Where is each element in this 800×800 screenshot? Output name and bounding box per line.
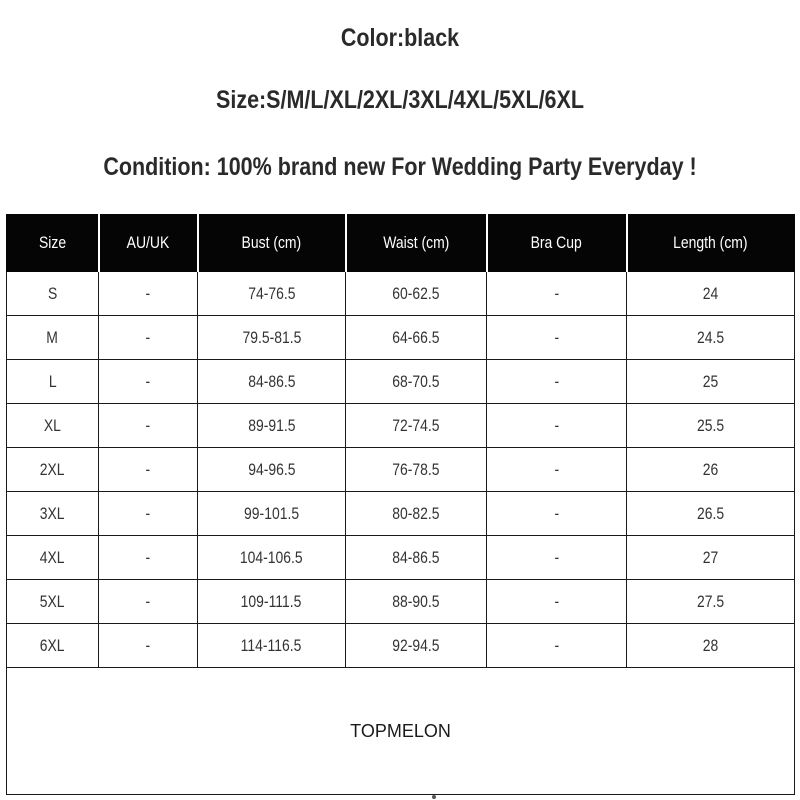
cell-bra-cup: - (487, 580, 627, 624)
cell-au-uk: - (99, 272, 198, 316)
cell-length: 24.5 (627, 316, 795, 360)
table-body (7, 272, 795, 795)
cell-bra-cup: - (487, 492, 627, 536)
cell-bust: 104-106.5 (198, 536, 346, 580)
cell-waist: 64-66.5 (346, 316, 487, 360)
cell-au-uk: - (99, 360, 198, 404)
cell-bra-cup: - (487, 272, 627, 316)
cell-au-uk: - (99, 404, 198, 448)
cell-au-uk: - (99, 316, 198, 360)
cell-length: 24 (627, 272, 795, 316)
column-header-bust: Bust (cm) (198, 215, 346, 272)
cell-size: 6XL (7, 624, 99, 668)
cell-size: 5XL (7, 580, 99, 624)
table-row (7, 536, 795, 580)
brand-footer: TOPMELON (7, 668, 795, 795)
size-chart-table (6, 214, 795, 795)
table-row (7, 492, 795, 536)
table-row (7, 624, 795, 668)
cell-waist: 68-70.5 (346, 360, 487, 404)
cell-bra-cup: - (487, 360, 627, 404)
cell-size: 4XL (7, 536, 99, 580)
cell-size: XL (7, 404, 99, 448)
condition-heading: Condition: 100% brand new For Wedding Party Everyday ! (103, 153, 697, 181)
cell-bust: 74-76.5 (198, 272, 346, 316)
cell-bust: 114-116.5 (198, 624, 346, 668)
column-header-au-uk: AU/UK (99, 215, 198, 272)
cell-bra-cup: - (487, 316, 627, 360)
header-row (7, 215, 795, 272)
cell-length: 27.5 (627, 580, 795, 624)
table-row (7, 316, 795, 360)
cell-bust: 79.5-81.5 (198, 316, 346, 360)
bottom-dot (432, 795, 436, 799)
table-header (7, 215, 795, 272)
cell-bust: 89-91.5 (198, 404, 346, 448)
cell-bust: 99-101.5 (198, 492, 346, 536)
footer-row (7, 668, 795, 795)
cell-au-uk: - (99, 624, 198, 668)
cell-bust: 94-96.5 (198, 448, 346, 492)
cell-bra-cup: - (487, 624, 627, 668)
cell-bust: 84-86.5 (198, 360, 346, 404)
cell-bra-cup: - (487, 536, 627, 580)
column-header-waist: Waist (cm) (346, 215, 487, 272)
cell-au-uk: - (99, 448, 198, 492)
cell-au-uk: - (99, 536, 198, 580)
color-heading: Color:black (340, 24, 460, 52)
table-row (7, 360, 795, 404)
cell-waist: 92-94.5 (346, 624, 487, 668)
cell-size: 3XL (7, 492, 99, 536)
cell-bra-cup: - (487, 404, 627, 448)
cell-au-uk: - (99, 492, 198, 536)
cell-length: 26.5 (627, 492, 795, 536)
column-header-bra-cup: Bra Cup (487, 215, 627, 272)
cell-size: S (7, 272, 99, 316)
table-row (7, 272, 795, 316)
size-heading: Size:S/M/L/XL/2XL/3XL/4XL/5XL/6XL (216, 86, 584, 114)
cell-length: 27 (627, 536, 795, 580)
cell-waist: 84-86.5 (346, 536, 487, 580)
column-header-size: Size (7, 215, 99, 272)
cell-au-uk: - (99, 580, 198, 624)
table-row (7, 580, 795, 624)
table-row (7, 448, 795, 492)
cell-bust: 109-111.5 (198, 580, 346, 624)
cell-size: L (7, 360, 99, 404)
cell-bra-cup: - (487, 448, 627, 492)
cell-waist: 80-82.5 (346, 492, 487, 536)
cell-length: 25.5 (627, 404, 795, 448)
cell-length: 25 (627, 360, 795, 404)
table-row (7, 404, 795, 448)
cell-waist: 60-62.5 (346, 272, 487, 316)
cell-size: M (7, 316, 99, 360)
cell-waist: 88-90.5 (346, 580, 487, 624)
cell-waist: 72-74.5 (346, 404, 487, 448)
cell-size: 2XL (7, 448, 99, 492)
cell-length: 28 (627, 624, 795, 668)
column-header-length: Length (cm) (627, 215, 795, 272)
cell-waist: 76-78.5 (346, 448, 487, 492)
cell-length: 26 (627, 448, 795, 492)
